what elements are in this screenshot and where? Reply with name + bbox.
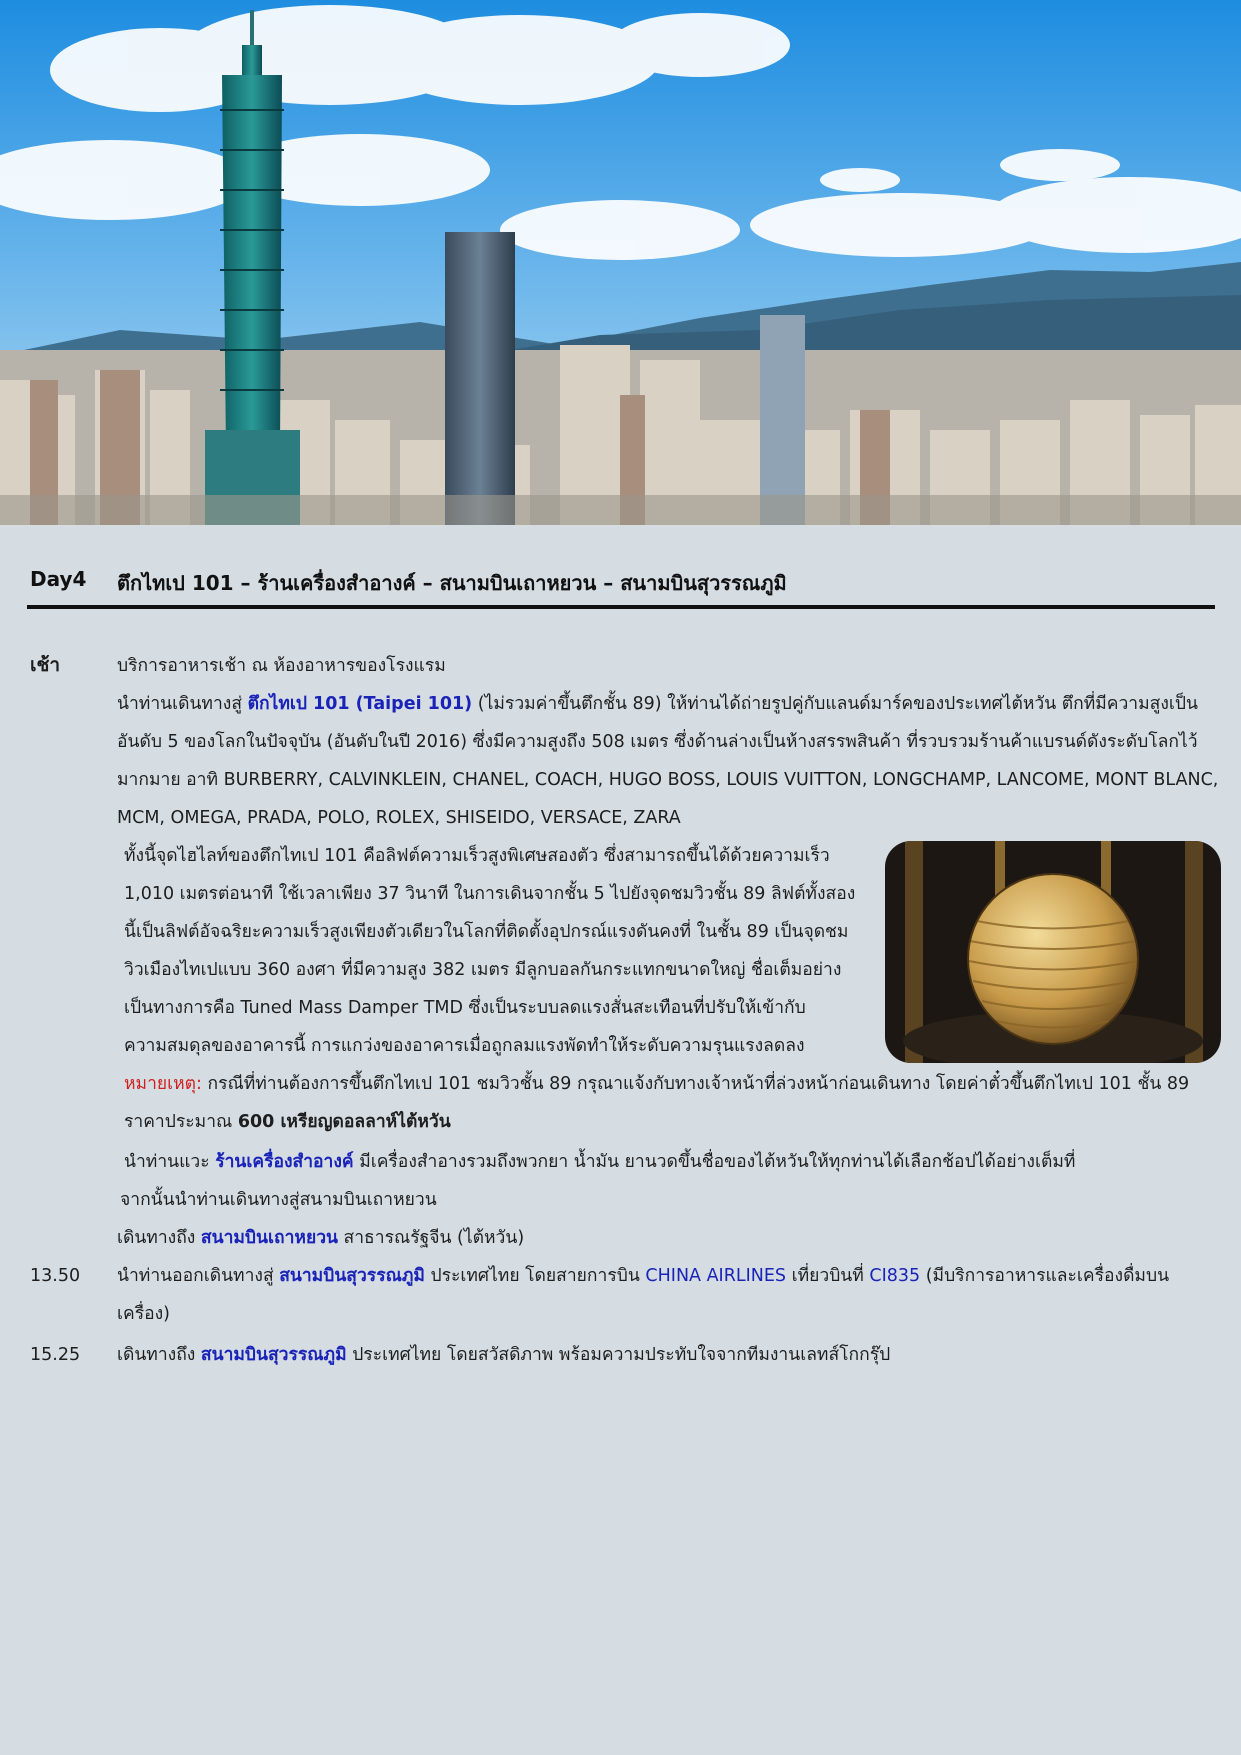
taoyuan-airport-link: สนามบินเถาหยวน xyxy=(200,1228,338,1248)
arrival-time: 15.25 xyxy=(30,1345,81,1365)
flight-number: CI835 xyxy=(869,1266,921,1286)
taipei101-link: ตึกไทเป 101 (Taipei 101) xyxy=(247,694,473,714)
day-label: Day4 xyxy=(30,567,87,591)
taipei101-paragraph-line2: อันดับ 5 ของโลกในปัจจุบัน (อันดับในปี 2016) ซึ่งมีความสูงถึง 508 เมตร ซึ่งด้านล่างเป็นห้างสรรพสินค้า ที่รวบรวมร้านค้าแบรนด์ดังระดับโลกไว้ xyxy=(117,732,1198,752)
departure-time: 13.50 xyxy=(30,1266,81,1286)
elevator-paragraph-line2: 1,010 เมตรต่อนาที ใช้เวลาเพียง 37 วินาที ในการเดินจากชั้น 5 ไปยังจุดชมวิวชั้น 89 ลิฟต์ทั้งสอง xyxy=(124,884,856,904)
cosmetics-line: นำท่านแวะ ร้านเครื่องสำอางค์ มีเครื่องสำอางรวมถึงพวกยา น้ำมัน ยานวดขึ้นชื่อของไต้หวันให้ทุกท่านได้เลือกช้อปได้อย่างเต็มที่ xyxy=(124,1152,1076,1172)
header-divider xyxy=(27,605,1215,609)
breakfast-text: บริการอาหารเช้า ณ ห้องอาหารของโรงแรม xyxy=(117,656,446,676)
elevator-paragraph-line5: เป็นทางการคือ Tuned Mass Damper TMD ซึ่งเป็นระบบลดแรงสั่นสะเทือนที่ปรับให้เข้ากับ xyxy=(124,998,806,1018)
taipei101-paragraph-line4: MCM, OMEGA, PRADA, POLO, ROLEX, SHISEIDO, VERSACE, ZARA xyxy=(117,808,681,828)
departure-line1: นำท่านออกเดินทางสู่ สนามบินสุวรรณภูมิ ประเทศไทย โดยสายการบิน CHINA AIRLINES เที่ยวบินที่ CI835 (มีบริการอาหารและเครื่องดื่มบน xyxy=(117,1266,1170,1286)
airline-name: CHINA AIRLINES xyxy=(645,1266,787,1286)
price-text: 600 เหรียญดอลลาห์ไต้หวัน xyxy=(237,1112,451,1132)
elevator-paragraph-line1: ทั้งนี้จุดไฮไลท์ของตึกไทเป 101 คือลิฟต์ความเร็วสูงพิเศษสองตัว ซึ่งสามารถขึ้นได้ด้วยความเร็ว xyxy=(124,846,830,866)
arrive-taoyuan-line: เดินทางถึง สนามบินเถาหยวน สาธารณรัฐจีน (ไต้หวัน) xyxy=(117,1228,525,1248)
taipei101-paragraph-line3: มากมาย อาทิ BURBERRY, CALVINKLEIN, CHANEL, COACH, HUGO BOSS, LOUIS VUITTON, LONGCHAMP, LANCOME, MONT BLANC, xyxy=(117,770,1219,790)
note-label: หมายเหตุ: xyxy=(124,1074,202,1094)
note-line2: ราคาประมาณ 600 เหรียญดอลลาห์ไต้หวัน xyxy=(124,1112,451,1132)
note-line1: หมายเหตุ: กรณีที่ท่านต้องการขึ้นตึกไทเป 101 ชมวิวชั้น 89 กรุณาแจ้งกับทางเจ้าหน้าที่ล่วงหน้าก่อนเดินทาง โดยค่าตั๋วขึ้นตึกไทเป 101 ชั้น 89 xyxy=(124,1074,1190,1094)
day-title: ตึกไทเป 101 – ร้านเครื่องสำอางค์ – สนามบินเถาหยวน – สนามบินสุวรรณภูมิ xyxy=(117,571,787,595)
elevator-paragraph-line6: ความสมดุลของอาคารนี้ การแกว่งของอาคารเมื่อถูกลมแรงพัดทำให้ระดับความรุนแรงลดลง xyxy=(124,1036,805,1056)
hero-taipei-skyline-image xyxy=(0,0,1241,525)
suvarnabhumi-link: สนามบินสุวรรณภูมิ xyxy=(279,1266,425,1286)
elevator-paragraph-line4: วิวเมืองไทเปแบบ 360 องศา ที่มีความสูง 382 เมตร มีลูกบอลกันกระแทกขนาดใหญ่ ชื่อเต็มอย่าง xyxy=(124,960,842,980)
suvarnabhumi-arrival-link: สนามบินสุวรรณภูมิ xyxy=(200,1345,347,1365)
elevator-paragraph-line3: นี้เป็นลิฟต์อัจฉริยะความเร็วสูงเพียงตัวเดียวในโลกที่ติดตั้งอุปกรณ์แรงดันคงที่ ในชั้น 89 เป็นจุดชม xyxy=(124,922,849,942)
to-airport-line: จากนั้นนำท่านเดินทางสู่สนามบินเถาหยวน xyxy=(120,1190,437,1210)
morning-label: เช้า xyxy=(30,654,61,676)
tuned-mass-damper-image xyxy=(885,841,1221,1063)
departure-line2: เครื่อง) xyxy=(117,1304,170,1324)
taipei101-paragraph-line1: นำท่านเดินทางสู่ ตึกไทเป 101 (Taipei 101) (ไม่รวมค่าขึ้นตึกชั้น 89) ให้ท่านได้ถ่ายรูปคู่กับแลนด์มาร์คของประเทศไต้หวัน ตึกที่มีความสูงเป็น xyxy=(117,694,1198,714)
arrival-line: เดินทางถึง สนามบินสุวรรณภูมิ ประเทศไทย โดยสวัสดิภาพ พร้อมความประทับใจจากทีมงานเลทส์โกกรุ๊ป xyxy=(117,1345,891,1365)
cosmetics-shop-link: ร้านเครื่องสำอางค์ xyxy=(215,1152,354,1172)
